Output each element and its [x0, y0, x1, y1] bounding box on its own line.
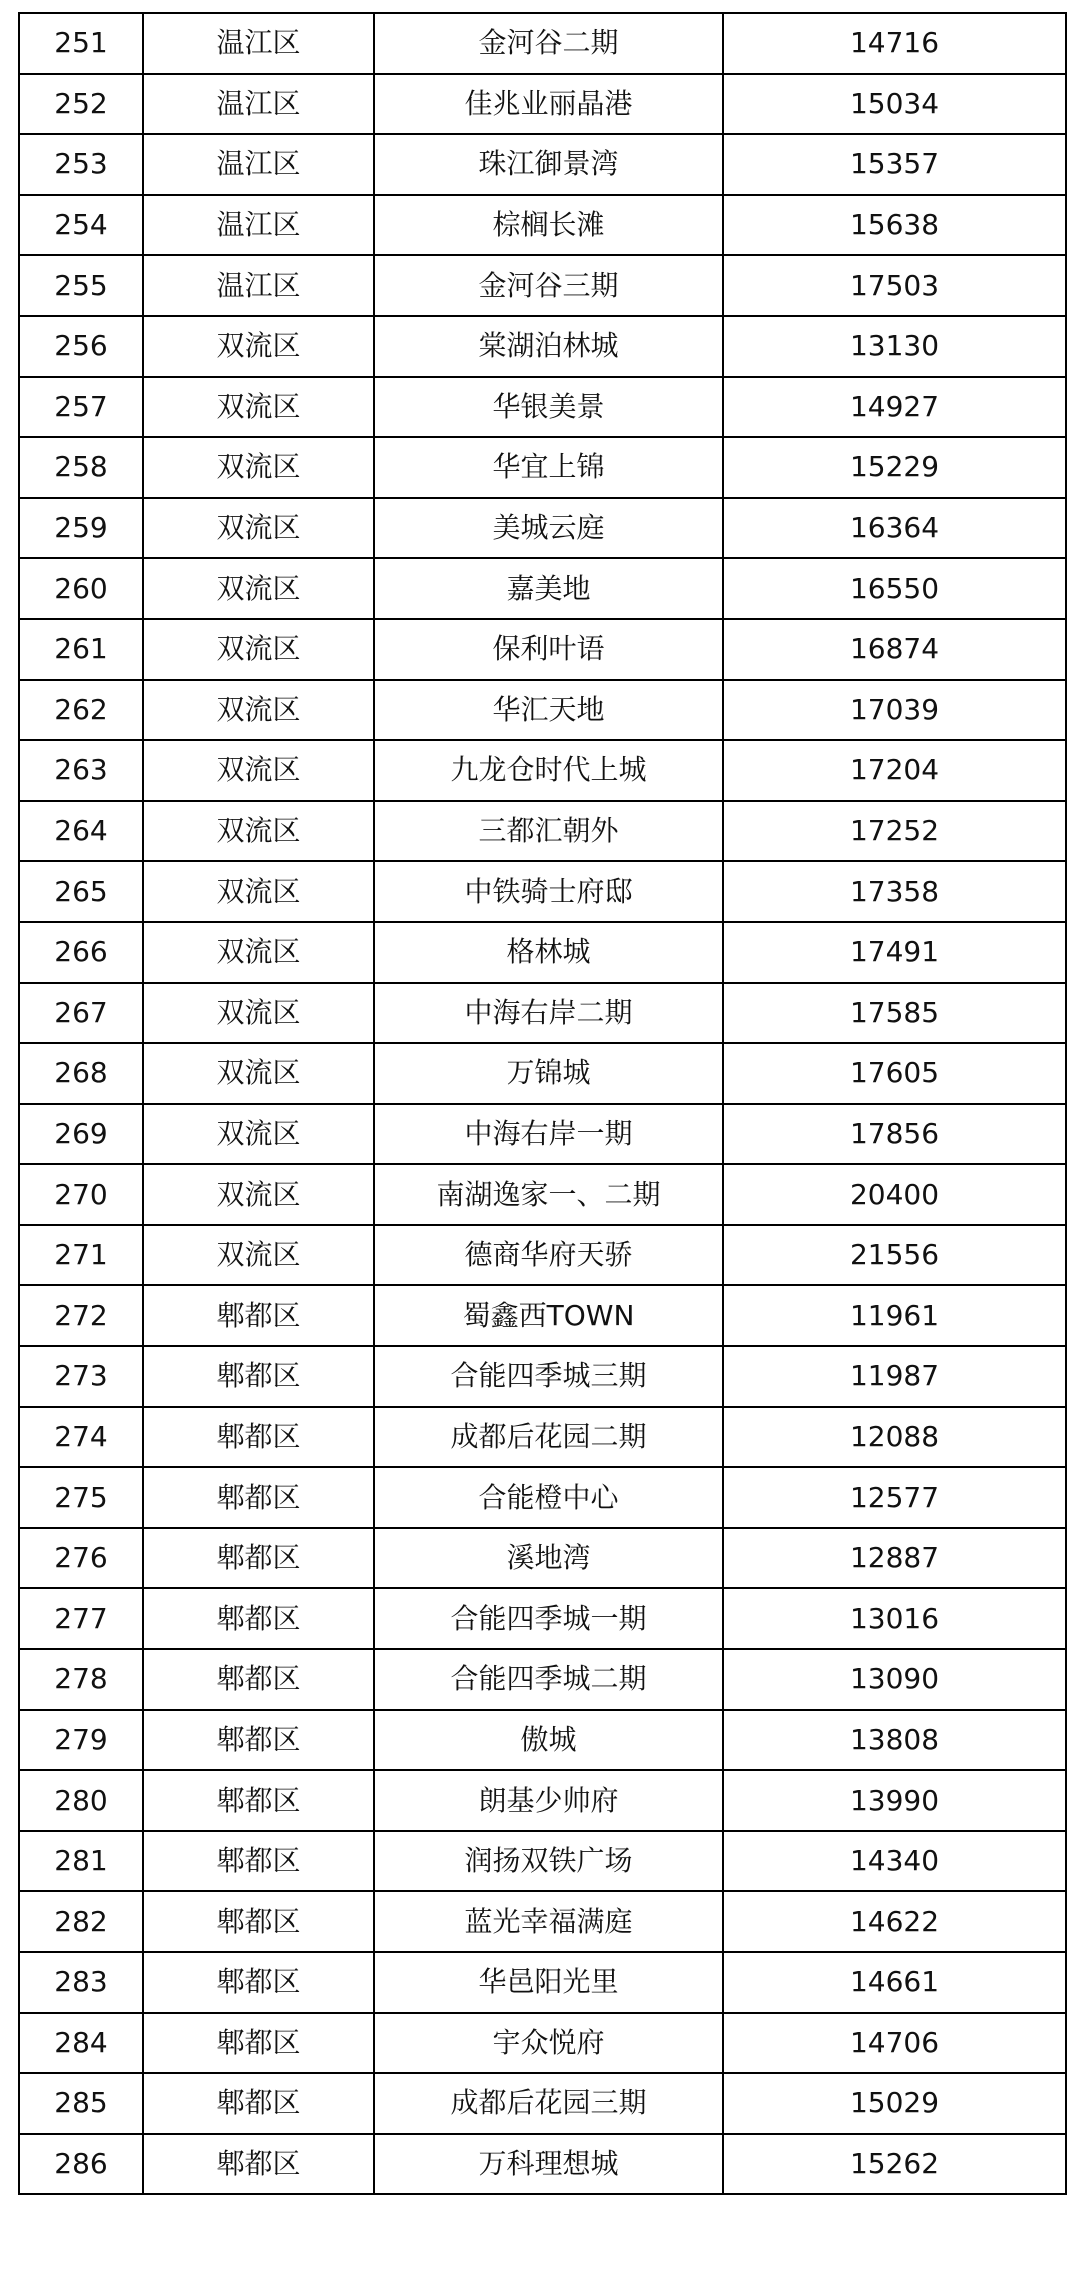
community-name-cell: 嘉美地 — [374, 558, 723, 619]
community-name-cell: 中海右岸一期 — [374, 1104, 723, 1165]
community-name-cell: 美城云庭 — [374, 498, 723, 559]
row-number-cell: 271 — [19, 1225, 143, 1286]
row-number-cell: 278 — [19, 1649, 143, 1710]
district-cell: 郫都区 — [143, 1346, 374, 1407]
community-name-cell: 华邑阳光里 — [374, 1952, 723, 2013]
district-cell: 郫都区 — [143, 1770, 374, 1831]
community-name-cell: 九龙仓时代上城 — [374, 740, 723, 801]
row-number-cell: 267 — [19, 983, 143, 1044]
district-cell: 郫都区 — [143, 1407, 374, 1468]
price-cell: 15029 — [723, 2073, 1066, 2134]
district-cell: 双流区 — [143, 922, 374, 983]
table-row — [19, 1467, 1066, 1528]
district-cell: 双流区 — [143, 1043, 374, 1104]
price-cell: 15357 — [723, 134, 1066, 195]
price-cell: 13990 — [723, 1770, 1066, 1831]
price-cell: 14927 — [723, 377, 1066, 438]
district-cell: 温江区 — [143, 255, 374, 316]
community-name-cell: 棕榈长滩 — [374, 195, 723, 256]
district-cell: 郫都区 — [143, 1285, 374, 1346]
price-cell: 11987 — [723, 1346, 1066, 1407]
price-cell: 12887 — [723, 1528, 1066, 1589]
community-name-cell: 傲城 — [374, 1710, 723, 1771]
price-cell: 17358 — [723, 861, 1066, 922]
district-cell: 郫都区 — [143, 1831, 374, 1892]
row-number-cell: 270 — [19, 1164, 143, 1225]
row-number-cell: 266 — [19, 922, 143, 983]
table-row — [19, 1164, 1066, 1225]
price-cell: 15638 — [723, 195, 1066, 256]
row-number-cell: 265 — [19, 861, 143, 922]
district-cell: 郫都区 — [143, 1528, 374, 1589]
district-cell: 双流区 — [143, 1104, 374, 1165]
row-number-cell: 253 — [19, 134, 143, 195]
district-cell: 双流区 — [143, 619, 374, 680]
district-cell: 郫都区 — [143, 1710, 374, 1771]
table-row — [19, 801, 1066, 862]
row-number-cell: 279 — [19, 1710, 143, 1771]
district-cell: 双流区 — [143, 437, 374, 498]
price-cell: 17491 — [723, 922, 1066, 983]
table-row — [19, 13, 1066, 74]
district-cell: 郫都区 — [143, 1891, 374, 1952]
community-name-cell: 佳兆业丽晶港 — [374, 74, 723, 135]
community-name-cell: 蜀鑫西TOWN — [374, 1285, 723, 1346]
table-row — [19, 1346, 1066, 1407]
price-cell: 14716 — [723, 13, 1066, 74]
table-row — [19, 1770, 1066, 1831]
table-row — [19, 1043, 1066, 1104]
table-row — [19, 2013, 1066, 2074]
district-cell: 双流区 — [143, 498, 374, 559]
row-number-cell: 264 — [19, 801, 143, 862]
row-number-cell: 282 — [19, 1891, 143, 1952]
table-row — [19, 740, 1066, 801]
price-cell: 16550 — [723, 558, 1066, 619]
table-row — [19, 1285, 1066, 1346]
table-row — [19, 558, 1066, 619]
price-cell: 21556 — [723, 1225, 1066, 1286]
community-name-cell: 华银美景 — [374, 377, 723, 438]
district-cell: 温江区 — [143, 13, 374, 74]
community-name-cell: 溪地湾 — [374, 1528, 723, 1589]
price-cell: 20400 — [723, 1164, 1066, 1225]
district-cell: 双流区 — [143, 558, 374, 619]
price-cell: 14706 — [723, 2013, 1066, 2074]
price-cell: 14622 — [723, 1891, 1066, 1952]
row-number-cell: 255 — [19, 255, 143, 316]
community-name-cell: 成都后花园二期 — [374, 1407, 723, 1468]
price-cell: 16874 — [723, 619, 1066, 680]
district-cell: 双流区 — [143, 680, 374, 741]
table-row — [19, 74, 1066, 135]
district-cell: 双流区 — [143, 316, 374, 377]
price-cell: 13808 — [723, 1710, 1066, 1771]
community-name-cell: 万科理想城 — [374, 2134, 723, 2195]
row-number-cell: 284 — [19, 2013, 143, 2074]
table-row — [19, 619, 1066, 680]
price-cell: 15034 — [723, 74, 1066, 135]
row-number-cell: 286 — [19, 2134, 143, 2195]
row-number-cell: 281 — [19, 1831, 143, 1892]
community-name-cell: 合能四季城二期 — [374, 1649, 723, 1710]
row-number-cell: 277 — [19, 1588, 143, 1649]
row-number-cell: 276 — [19, 1528, 143, 1589]
community-name-cell: 润扬双铁广场 — [374, 1831, 723, 1892]
row-number-cell: 263 — [19, 740, 143, 801]
row-number-cell: 252 — [19, 74, 143, 135]
row-number-cell: 260 — [19, 558, 143, 619]
district-cell: 郫都区 — [143, 2013, 374, 2074]
housing-price-table — [18, 12, 1067, 2195]
row-number-cell: 280 — [19, 1770, 143, 1831]
table-row — [19, 983, 1066, 1044]
price-cell: 16364 — [723, 498, 1066, 559]
row-number-cell: 261 — [19, 619, 143, 680]
district-cell: 郫都区 — [143, 1588, 374, 1649]
table-row — [19, 1952, 1066, 2013]
row-number-cell: 283 — [19, 1952, 143, 2013]
table-row — [19, 2073, 1066, 2134]
district-cell: 双流区 — [143, 801, 374, 862]
table-row — [19, 1528, 1066, 1589]
table-row — [19, 1831, 1066, 1892]
community-name-cell: 保利叶语 — [374, 619, 723, 680]
community-name-cell: 宇众悦府 — [374, 2013, 723, 2074]
row-number-cell: 257 — [19, 377, 143, 438]
community-name-cell: 合能四季城一期 — [374, 1588, 723, 1649]
district-cell: 温江区 — [143, 134, 374, 195]
table-row — [19, 1649, 1066, 1710]
price-cell: 17204 — [723, 740, 1066, 801]
table-row — [19, 377, 1066, 438]
district-cell: 双流区 — [143, 377, 374, 438]
table-body — [19, 13, 1066, 2194]
price-cell: 11961 — [723, 1285, 1066, 1346]
price-cell: 17503 — [723, 255, 1066, 316]
row-number-cell: 269 — [19, 1104, 143, 1165]
table-row — [19, 134, 1066, 195]
community-name-cell: 万锦城 — [374, 1043, 723, 1104]
price-cell: 17252 — [723, 801, 1066, 862]
row-number-cell: 285 — [19, 2073, 143, 2134]
community-name-cell: 三都汇朝外 — [374, 801, 723, 862]
table-row — [19, 1588, 1066, 1649]
community-name-cell: 棠湖泊林城 — [374, 316, 723, 377]
price-cell: 13130 — [723, 316, 1066, 377]
price-cell: 12088 — [723, 1407, 1066, 1468]
price-cell: 17585 — [723, 983, 1066, 1044]
district-cell: 郫都区 — [143, 1649, 374, 1710]
price-cell: 14661 — [723, 1952, 1066, 2013]
row-number-cell: 274 — [19, 1407, 143, 1468]
price-cell: 12577 — [723, 1467, 1066, 1528]
row-number-cell: 259 — [19, 498, 143, 559]
row-number-cell: 251 — [19, 13, 143, 74]
price-cell: 13090 — [723, 1649, 1066, 1710]
community-name-cell: 合能橙中心 — [374, 1467, 723, 1528]
community-name-cell: 中海右岸二期 — [374, 983, 723, 1044]
price-cell: 17039 — [723, 680, 1066, 741]
table-row — [19, 922, 1066, 983]
community-name-cell: 朗基少帅府 — [374, 1770, 723, 1831]
community-name-cell: 金河谷三期 — [374, 255, 723, 316]
district-cell: 郫都区 — [143, 1952, 374, 2013]
community-name-cell: 中铁骑士府邸 — [374, 861, 723, 922]
table-row — [19, 195, 1066, 256]
district-cell: 温江区 — [143, 74, 374, 135]
row-number-cell: 268 — [19, 1043, 143, 1104]
district-cell: 双流区 — [143, 983, 374, 1044]
table-row — [19, 316, 1066, 377]
district-cell: 双流区 — [143, 861, 374, 922]
table-row — [19, 1104, 1066, 1165]
community-name-cell: 华宜上锦 — [374, 437, 723, 498]
price-cell: 17856 — [723, 1104, 1066, 1165]
row-number-cell: 256 — [19, 316, 143, 377]
table-row — [19, 437, 1066, 498]
community-name-cell: 蓝光幸福满庭 — [374, 1891, 723, 1952]
price-cell: 15262 — [723, 2134, 1066, 2195]
table-row — [19, 498, 1066, 559]
row-number-cell: 273 — [19, 1346, 143, 1407]
community-name-cell: 珠江御景湾 — [374, 134, 723, 195]
table-row — [19, 1891, 1066, 1952]
community-name-cell: 华汇天地 — [374, 680, 723, 741]
district-cell: 双流区 — [143, 740, 374, 801]
district-cell: 郫都区 — [143, 2073, 374, 2134]
district-cell: 郫都区 — [143, 1467, 374, 1528]
table-row — [19, 1225, 1066, 1286]
price-cell: 15229 — [723, 437, 1066, 498]
table-row — [19, 255, 1066, 316]
community-name-cell: 成都后花园三期 — [374, 2073, 723, 2134]
table-row — [19, 2134, 1066, 2195]
table-row — [19, 1710, 1066, 1771]
price-cell: 14340 — [723, 1831, 1066, 1892]
row-number-cell: 262 — [19, 680, 143, 741]
row-number-cell: 275 — [19, 1467, 143, 1528]
district-cell: 双流区 — [143, 1164, 374, 1225]
community-name-cell: 格林城 — [374, 922, 723, 983]
district-cell: 双流区 — [143, 1225, 374, 1286]
price-cell: 13016 — [723, 1588, 1066, 1649]
table-row — [19, 680, 1066, 741]
district-cell: 郫都区 — [143, 2134, 374, 2195]
row-number-cell: 254 — [19, 195, 143, 256]
row-number-cell: 258 — [19, 437, 143, 498]
community-name-cell: 德商华府天骄 — [374, 1225, 723, 1286]
district-cell: 温江区 — [143, 195, 374, 256]
row-number-cell: 272 — [19, 1285, 143, 1346]
community-name-cell: 南湖逸家一、二期 — [374, 1164, 723, 1225]
table-row — [19, 861, 1066, 922]
price-table-sheet — [18, 12, 1065, 2195]
community-name-cell: 金河谷二期 — [374, 13, 723, 74]
price-cell: 17605 — [723, 1043, 1066, 1104]
table-row — [19, 1407, 1066, 1468]
community-name-cell: 合能四季城三期 — [374, 1346, 723, 1407]
